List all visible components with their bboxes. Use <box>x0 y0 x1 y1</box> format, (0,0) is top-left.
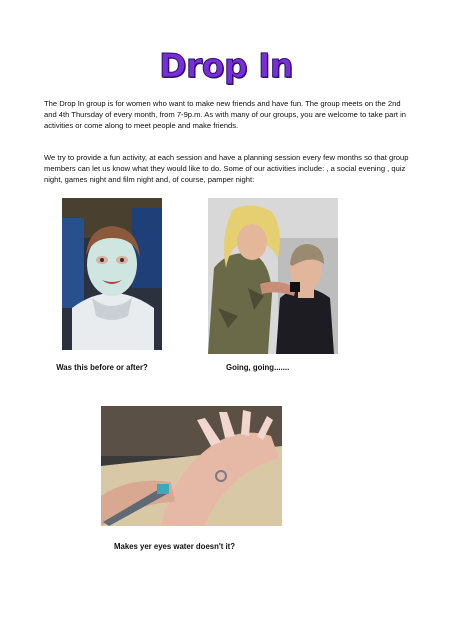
caption-going: Going, going....... <box>226 363 290 372</box>
nails-photo <box>101 406 282 526</box>
haircut-photo <box>208 198 338 354</box>
caption-eyes-water: Makes yer eyes water doesn't it? <box>114 542 236 551</box>
page-title: Drop In <box>159 46 293 85</box>
face-mask-photo <box>62 198 162 350</box>
intro-paragraph: The Drop In group is for women who want to make new friends and have fun. The group meets on the 2nd and 4th Thursday of every month, from 7-9p.m. As with many of our groups, you are welcome to take part in activities or come along to meet people and make friends. <box>44 99 407 131</box>
activities-paragraph: We try to provide a fun activity, at each session and have a planning session every few months so that group members can let us know what they would like to do. Some of our activities include: , a social evening , quiz night, games night and film night and, of course, pamper night: <box>44 153 409 185</box>
caption-before-after: Was this before or after? <box>56 363 148 372</box>
